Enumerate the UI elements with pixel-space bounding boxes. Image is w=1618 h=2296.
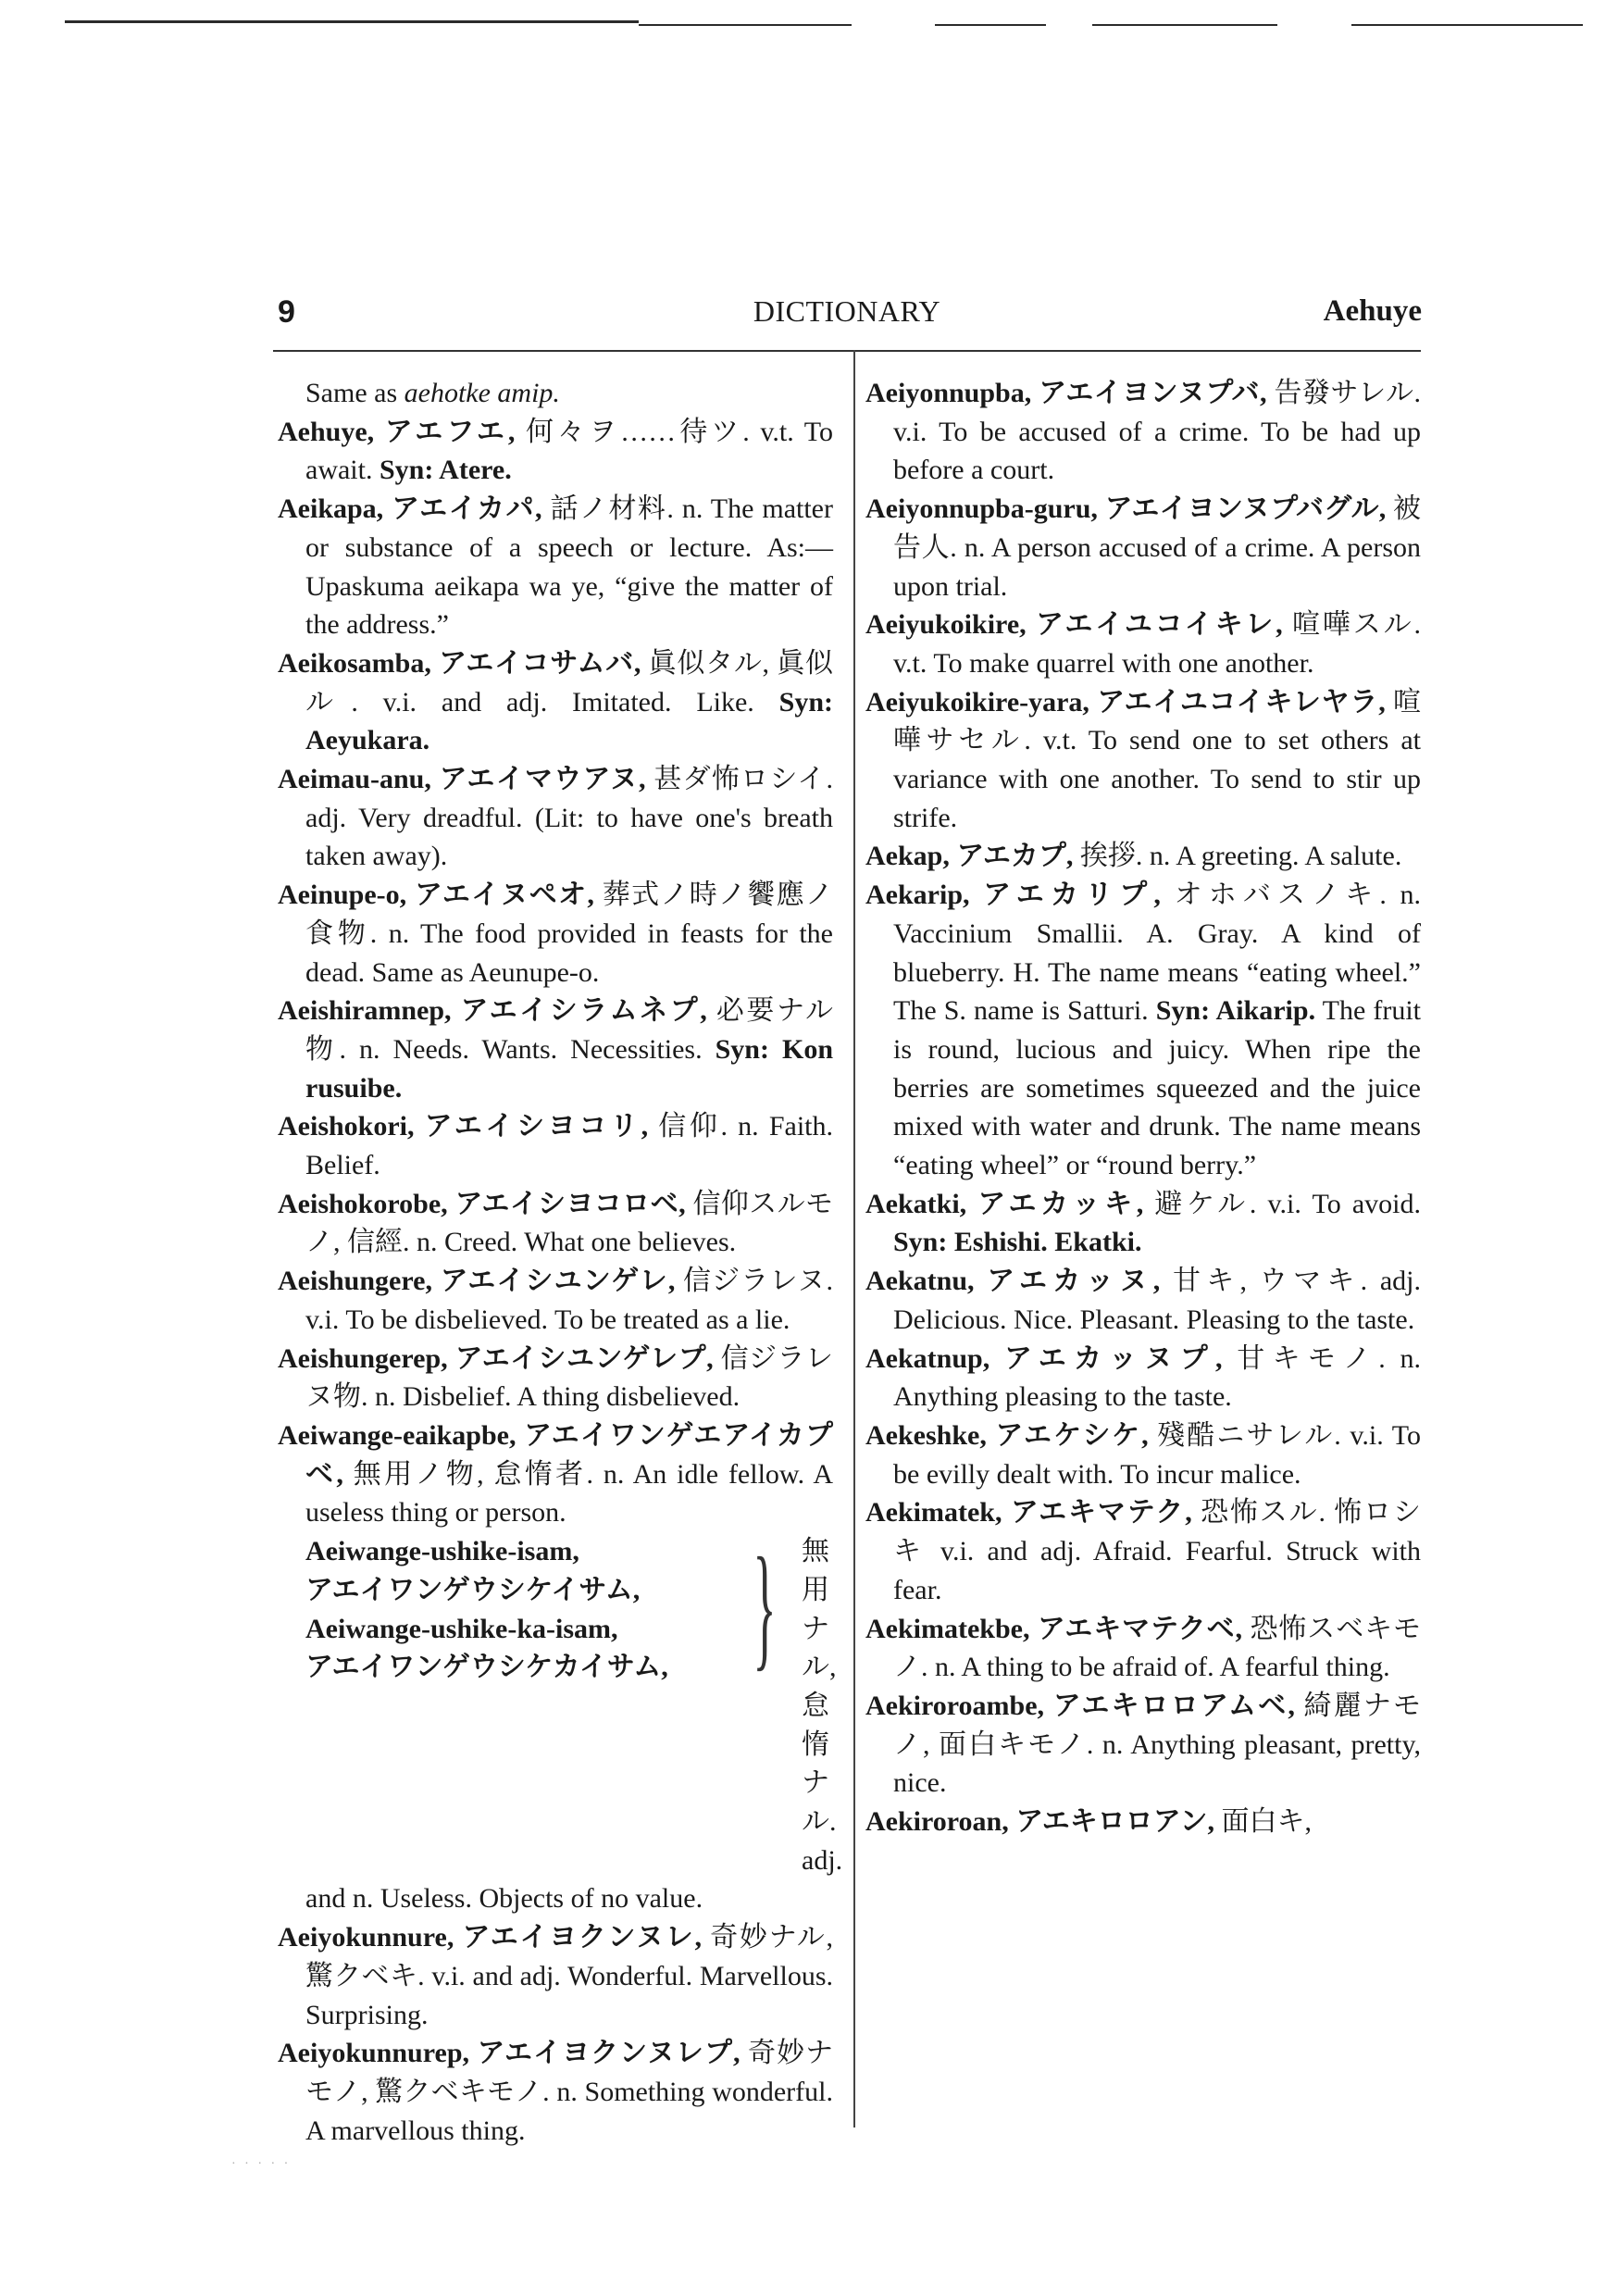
dictionary-entry bbox=[278, 1262, 833, 1339]
dictionary-entry bbox=[278, 760, 833, 876]
entry-definition: 喧嘩スル. v.t. To make quarrel with one another. bbox=[893, 609, 1422, 679]
dictionary-entry bbox=[865, 1262, 1421, 1339]
entry-headword: Aehuye, アエフエ, bbox=[278, 416, 516, 447]
entry-headword: Aeishokori, アエイシヨコリ, bbox=[278, 1111, 649, 1142]
page-number: 9 bbox=[278, 294, 295, 330]
entry-definition: 眞似タル, 眞似ル. v.i. and adj. Imitated. Like. bbox=[305, 647, 833, 718]
entry-definition: 信ジラレヌ物. n. Disbelief. A thing disbelieved. bbox=[305, 1342, 833, 1413]
entry-definition: 甘キ, ウマキ. adj. Delicious. Nice. Pleasant. Pleasing to the taste. bbox=[893, 1266, 1421, 1335]
entry-definition: 告發サレル. v.i. To be accused of a crime. To be had up before a court. bbox=[893, 378, 1421, 486]
dictionary-entry bbox=[278, 644, 833, 760]
entry-headword: Aekatnu, アエカッヌ, bbox=[865, 1266, 1161, 1297]
entry-headword: Aekatki, アエカッキ, bbox=[865, 1188, 1144, 1219]
brace-symbol: } bbox=[753, 1529, 777, 1684]
dictionary-entry bbox=[278, 413, 833, 490]
column-divider bbox=[853, 350, 855, 2128]
entry-definition: 何々ヲ……待ツ. v.t. To await. bbox=[305, 416, 833, 486]
dictionary-entry bbox=[865, 1340, 1421, 1416]
entry-headword: Aeishungere, アエイシユンゲレ, bbox=[278, 1266, 676, 1297]
dictionary-entry bbox=[865, 1416, 1421, 1493]
entry-headword: Aeiyukoikire, アエイユコイキレ, bbox=[865, 609, 1283, 641]
dictionary-entry bbox=[865, 1493, 1421, 1609]
entry-headword: Aeimau-anu, アエイマウアヌ, bbox=[278, 764, 646, 795]
entry-definition: 信仰. n. Faith. Belief. bbox=[305, 1111, 833, 1181]
entry-synonym: Syn: Kon rusuibe. bbox=[305, 1033, 834, 1104]
scan-speckles: · · · · · bbox=[231, 2157, 292, 2171]
entry-gloss: ル, 怠 bbox=[802, 1652, 837, 1721]
left-column bbox=[278, 374, 843, 2150]
entry-headword: Aeiyokunnurep, アエイヨクンヌレプ, bbox=[278, 2038, 741, 2069]
entry-definition: 殘酷ニサレル. v.i. To be evilly dealt with. To incur malice. bbox=[893, 1419, 1421, 1490]
entry-definition: 面白キ, bbox=[1214, 1806, 1313, 1838]
entry-definition: 信ジラレヌ. v.i. To be disbelieved. To be treated as a lie. bbox=[305, 1266, 833, 1335]
dictionary-entry bbox=[865, 1687, 1421, 1803]
dictionary-entry bbox=[278, 490, 833, 644]
dictionary-entry bbox=[865, 1185, 1421, 1262]
entry-definition: 話ノ材料. n. The matter or substance of a speech or lecture. As:—Upaskuma aeikapa wa ye, “give the matter of the address.” bbox=[305, 493, 833, 641]
dictionary-entry bbox=[278, 2034, 833, 2150]
dictionary-entry bbox=[278, 1107, 833, 1184]
dictionary-entry bbox=[865, 490, 1421, 605]
entry-definition: and n. Useless. Objects of no value. bbox=[305, 1883, 703, 1915]
entry-headword: Aekarip, アエカリプ, bbox=[865, 880, 1161, 911]
entry-definition: オホバスノキ. n. Vaccinium Smallii. A. Gray. A kind of blueberry. H. The name means “eating wheel.” The S. name is Satturi. bbox=[893, 880, 1421, 1027]
entry-headword: Aeikapa, アエイカパ, bbox=[278, 493, 542, 525]
dictionary-entry bbox=[865, 374, 1421, 490]
entry-headword: Aeishiramnep, アエイシラムネプ, bbox=[278, 995, 707, 1027]
entry-synonym: Syn: Aeyukara. bbox=[305, 686, 833, 756]
entry-headword: Aekeshke, アエケシケ, bbox=[865, 1419, 1149, 1451]
entry-definition: 綺麗ナモノ, 面白キモノ. n. Anything pleasant, pretty, nice. bbox=[893, 1690, 1422, 1799]
entry-headword: Aeiwange-ushike-ka-isam, bbox=[305, 1613, 618, 1644]
entry-headword: Aeiwange-eaikapbe, アエイワンゲエアイカプベ, bbox=[278, 1419, 833, 1490]
header-rule bbox=[273, 350, 1421, 352]
right-column bbox=[865, 374, 1421, 1841]
entry-definition: 甘キモノ. n. Anything pleasing to the taste. bbox=[893, 1342, 1421, 1413]
dictionary-entry bbox=[865, 876, 1421, 1185]
dictionary-entry bbox=[865, 1610, 1421, 1687]
dictionary-entry bbox=[865, 683, 1421, 838]
entry-headword: Aekatnup, アエカッヌプ, bbox=[865, 1342, 1223, 1374]
entry-headword: Aeinupe-o, アエイヌペオ, bbox=[278, 880, 594, 911]
scan-edge-line bbox=[1351, 24, 1583, 26]
entry-definition: 葬式ノ時ノ饗應ノ食物. n. The food provided in feasts for the dead. Same as Aeunupe-o. bbox=[305, 880, 833, 988]
entry-headword: Aekimatekbe, アエキマテクベ, bbox=[865, 1613, 1243, 1644]
dictionary-entry bbox=[865, 1803, 1421, 1841]
entry-definition: 恐怖スル. 怖ロシキ v.i. and adj. Afraid. Fearful. Struck with fear. bbox=[893, 1497, 1422, 1605]
entry-headword: Aeiyukoikire-yara, アエイユコイキレヤラ, bbox=[865, 686, 1386, 718]
guide-word: Aehuye bbox=[1323, 294, 1422, 328]
entry-group bbox=[278, 1529, 843, 1879]
entry-headword: Aeiyonnupba-guru, アエイヨンヌプバグル, bbox=[865, 493, 1387, 525]
scan-edge-line bbox=[935, 24, 1046, 26]
dictionary-entry bbox=[278, 1340, 833, 1416]
entry-headword: アエイワンゲウシケイサム, bbox=[305, 1574, 641, 1605]
entry-definition: 信仰スルモノ, 信經. n. Creed. What one believes. bbox=[305, 1188, 833, 1258]
entry-headword: Aeishokorobe, アエイシヨコロベ, bbox=[278, 1188, 686, 1219]
dictionary-entry bbox=[278, 992, 833, 1107]
page-header bbox=[0, 294, 1618, 341]
entry-headword: Aekimatek, アエキマテク, bbox=[865, 1497, 1192, 1529]
entry-definition: 奇妙ナル, 驚クベキ. v.i. and adj. Wonderful. Marvellous. Surprising. bbox=[305, 1922, 833, 2030]
entry-headword: Aeiwange-ushike-isam, bbox=[305, 1536, 579, 1567]
entry-headword: Aeikosamba, アエイコサムバ, bbox=[278, 647, 641, 679]
entry-headword: Aekiroroan, アエキロロアン, bbox=[865, 1806, 1215, 1838]
entry-definition: 避ケル. v.i. To avoid. bbox=[1143, 1188, 1421, 1219]
entry-definition: Same as bbox=[305, 378, 404, 408]
entry-definition: 無用ノ物, 怠惰者. n. An idle fellow. A useless thing or person. bbox=[305, 1458, 834, 1529]
dictionary-entry bbox=[278, 876, 833, 992]
entry-definition: 挨拶. n. A greeting. A salute. bbox=[1073, 841, 1402, 872]
entry-definition: 甚ダ怖ロシイ. adj. Very dreadful. (Lit: to have one's breath taken away). bbox=[305, 764, 834, 872]
entry-definition: The fruit is round, lucious and juicy. When ripe the berries are sometimes squeezed and the juice mixed with water and drunk. The name means “eating wheel” or “round berry.” bbox=[893, 995, 1422, 1181]
entry-headword: Aeishungerep, アエイシユンゲレプ, bbox=[278, 1342, 714, 1374]
entry-gloss: adj. bbox=[802, 1844, 843, 1876]
scan-edge-line bbox=[639, 24, 852, 26]
entry-definition: 喧嘩サセル. v.t. To send one to set others at variance with one another. To send to stir up strife. bbox=[893, 686, 1421, 833]
dictionary-entry bbox=[278, 1416, 833, 1532]
entry-headword: Aekiroroambe, アエキロロアムベ, bbox=[865, 1690, 1295, 1721]
entry-definition: 恐怖スベキモノ. n. A thing to be afraid of. A fearful thing. bbox=[893, 1613, 1422, 1683]
running-title: DICTIONARY bbox=[753, 294, 941, 328]
entry-headword: Aeiyokunnure, アエイヨクンヌレ, bbox=[278, 1922, 702, 1953]
entry-gloss: 惰ナル. bbox=[802, 1728, 837, 1838]
entry-gloss: 無用ナ bbox=[802, 1536, 829, 1644]
entry-synonym: Syn: Atere. bbox=[379, 455, 512, 486]
dictionary-entry bbox=[278, 1918, 833, 2034]
entry-synonym: Syn: Aikarip. bbox=[1155, 995, 1316, 1027]
entry-definition: 奇妙ナモノ, 驚クベキモノ. n. Something wonderful. A marvellous thing. bbox=[305, 2038, 834, 2146]
entry-definition: 必要ナル物. n. Needs. Wants. Necessities. bbox=[305, 995, 834, 1065]
entry-reference: aehotke amip. bbox=[404, 378, 560, 408]
dictionary-entry bbox=[865, 837, 1421, 876]
entry-headword: Aeiyonnupba, アエイヨンヌプバ, bbox=[865, 378, 1267, 408]
dictionary-entry bbox=[278, 1185, 833, 1262]
entry-headword: Aekap, アエカプ, bbox=[865, 841, 1074, 872]
scan-edge-line bbox=[1092, 24, 1277, 26]
scan-edge-line bbox=[65, 20, 639, 23]
entry-headword: アエイワンゲウシケカイサム, bbox=[305, 1652, 668, 1683]
dictionary-entry bbox=[865, 605, 1421, 682]
entry-synonym: Syn: Eshishi. Ekatki. bbox=[893, 1227, 1142, 1258]
dictionary-entry bbox=[278, 374, 833, 413]
entry-definition: 被告人. n. A person accused of a crime. A person upon trial. bbox=[893, 493, 1421, 602]
